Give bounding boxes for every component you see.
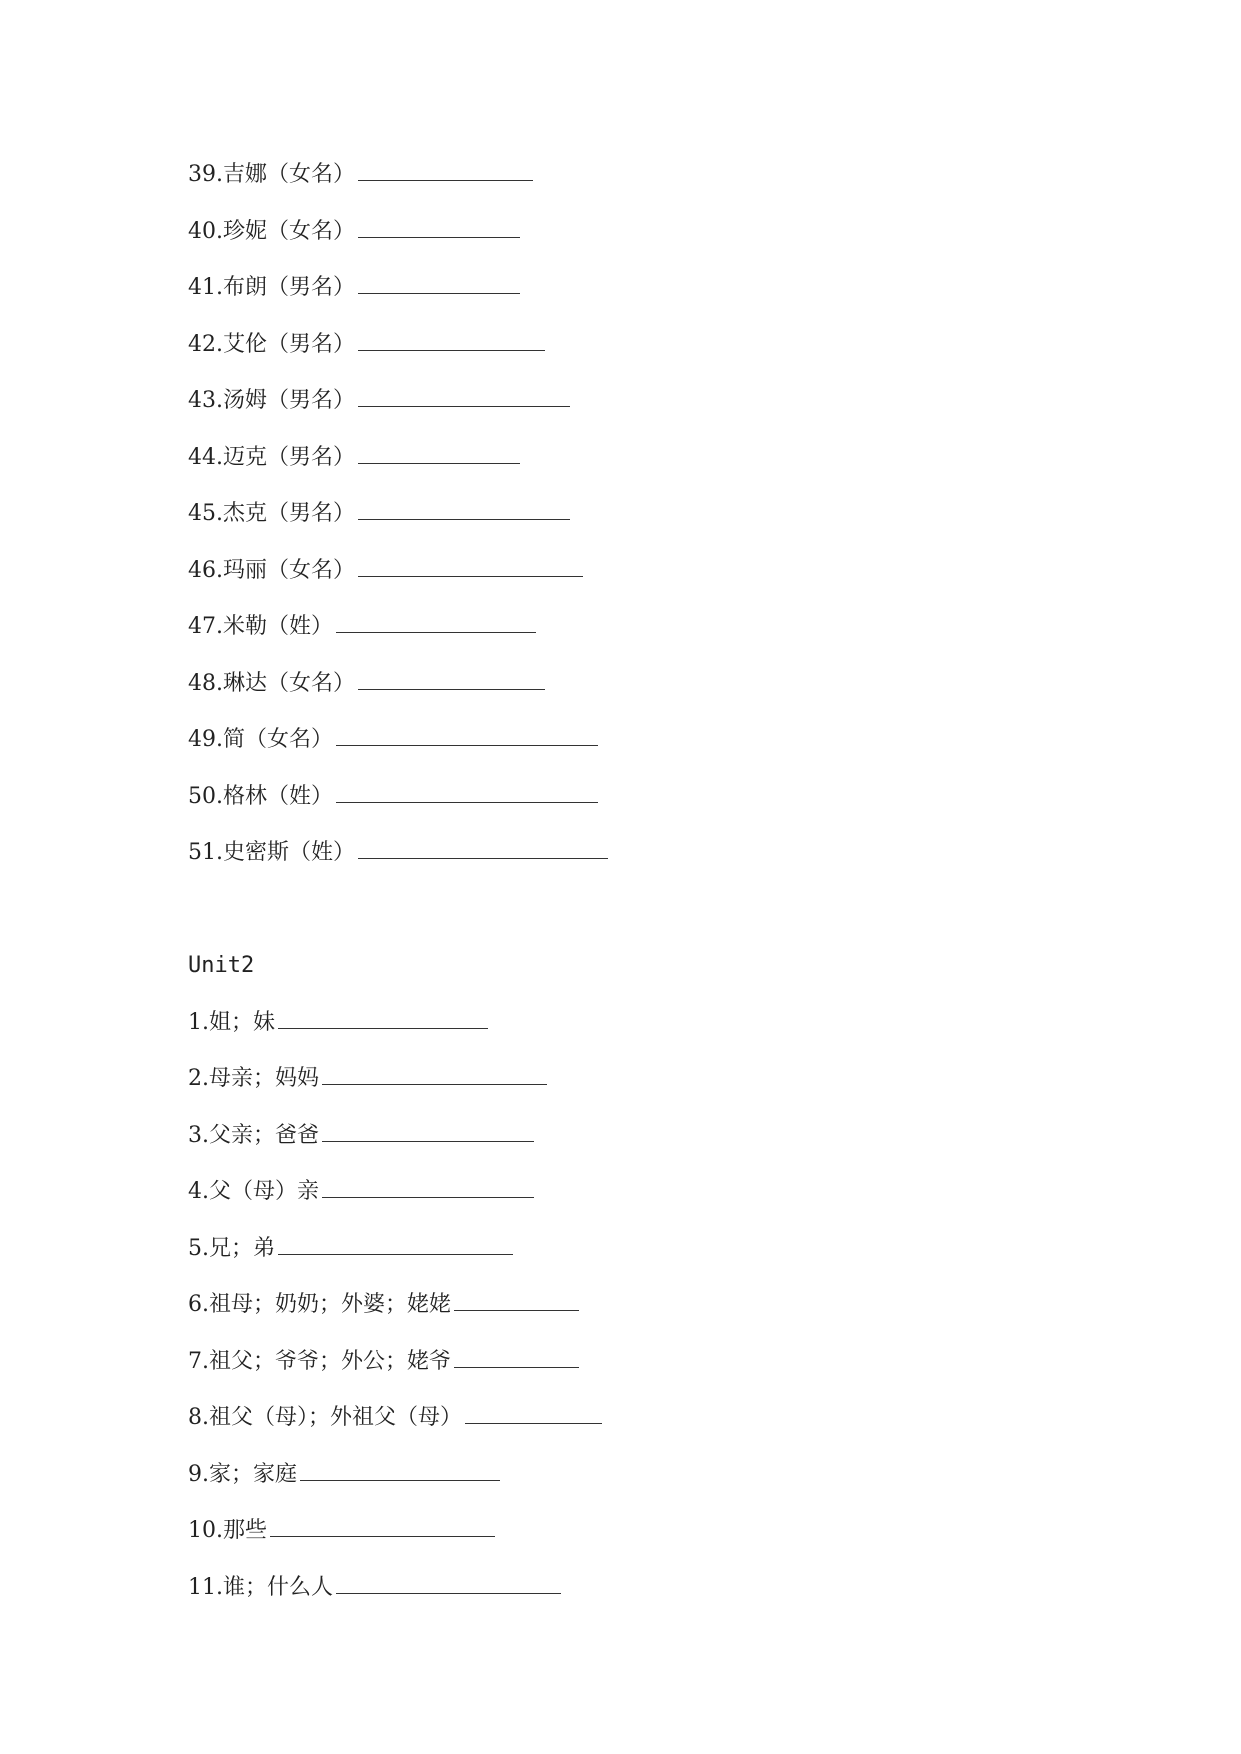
vocab-item bbox=[188, 433, 1088, 490]
vocab-prompt: 11.谁；什么人 bbox=[188, 1574, 333, 1600]
vocab-prompt: 9.家；家庭 bbox=[188, 1461, 297, 1487]
vocab-item bbox=[188, 1506, 1088, 1563]
vocab-prompt: 51.史密斯（姓） bbox=[188, 840, 355, 865]
vocab-prompt: 7.祖父；爷爷；外公；姥爷 bbox=[188, 1348, 451, 1374]
answer-blank[interactable] bbox=[358, 558, 583, 577]
vocab-item bbox=[188, 546, 1088, 603]
answer-blank[interactable] bbox=[270, 1518, 495, 1537]
vocab-item bbox=[188, 1111, 1088, 1168]
answer-blank[interactable] bbox=[358, 840, 608, 859]
vocab-prompt: 4.父（母）亲 bbox=[188, 1179, 319, 1204]
vocab-prompt: 45.杰克（男名） bbox=[188, 501, 355, 526]
answer-blank[interactable] bbox=[322, 1066, 547, 1085]
vocab-item bbox=[188, 1280, 1088, 1337]
vocab-item bbox=[188, 828, 1088, 885]
vocab-item bbox=[188, 715, 1088, 772]
vocab-prompt: 47.米勒（姓） bbox=[188, 614, 333, 639]
answer-blank[interactable] bbox=[300, 1462, 500, 1481]
vocab-prompt: 10.那些 bbox=[188, 1518, 267, 1543]
answer-blank[interactable] bbox=[358, 501, 570, 520]
section-spacer bbox=[188, 885, 1088, 942]
answer-blank[interactable] bbox=[358, 162, 533, 181]
vocab-item bbox=[188, 1337, 1088, 1394]
vocab-item bbox=[188, 602, 1088, 659]
answer-blank[interactable] bbox=[358, 275, 520, 294]
vocab-prompt: 3.父亲；爸爸 bbox=[188, 1122, 319, 1148]
vocab-prompt: 39.吉娜（女名） bbox=[188, 162, 355, 187]
section-heading-unit2: Unit2 bbox=[188, 953, 255, 978]
vocab-item bbox=[188, 1563, 1088, 1620]
vocab-item bbox=[188, 207, 1088, 264]
vocab-prompt: 8.祖父（母）；外祖父（母） bbox=[188, 1405, 462, 1430]
answer-blank[interactable] bbox=[322, 1123, 534, 1142]
vocab-prompt: 48.琳达（女名） bbox=[188, 670, 355, 696]
vocab-prompt: 44.迈克（男名） bbox=[188, 444, 355, 470]
vocab-item bbox=[188, 489, 1088, 546]
vocab-prompt: 40.珍妮（女名） bbox=[188, 218, 355, 244]
answer-blank[interactable] bbox=[465, 1405, 602, 1424]
answer-blank[interactable] bbox=[358, 445, 520, 464]
vocab-prompt: 49.简（女名） bbox=[188, 727, 333, 752]
vocab-item bbox=[188, 376, 1088, 433]
vocab-item bbox=[188, 1054, 1088, 1111]
answer-blank[interactable] bbox=[358, 219, 520, 238]
vocab-item bbox=[188, 998, 1088, 1055]
vocab-prompt: 42.艾伦（男名） bbox=[188, 331, 355, 357]
vocab-item bbox=[188, 659, 1088, 716]
answer-blank[interactable] bbox=[358, 388, 570, 407]
answer-blank[interactable] bbox=[336, 727, 598, 746]
vocab-item bbox=[188, 1224, 1088, 1281]
vocab-list-unit2-family bbox=[188, 998, 1088, 1620]
vocab-item bbox=[188, 320, 1088, 377]
answer-blank[interactable] bbox=[336, 614, 536, 633]
answer-blank[interactable] bbox=[358, 671, 545, 690]
vocab-item bbox=[188, 263, 1088, 320]
answer-blank[interactable] bbox=[278, 1236, 513, 1255]
answer-blank[interactable] bbox=[454, 1292, 579, 1311]
vocab-prompt: 5.兄；弟 bbox=[188, 1235, 275, 1261]
vocab-prompt: 50.格林（姓） bbox=[188, 783, 333, 809]
vocab-prompt: 41.布朗（男名） bbox=[188, 275, 355, 300]
vocab-prompt: 2.母亲；妈妈 bbox=[188, 1066, 319, 1091]
vocab-item bbox=[188, 1393, 1088, 1450]
vocab-item bbox=[188, 1450, 1088, 1507]
vocab-prompt: 46.玛丽（女名） bbox=[188, 557, 355, 583]
vocab-prompt: 6.祖母；奶奶；外婆；姥姥 bbox=[188, 1292, 451, 1317]
vocab-list-unit1-names bbox=[188, 150, 1088, 885]
vocab-prompt: 1.姐；妹 bbox=[188, 1009, 275, 1035]
answer-blank[interactable] bbox=[336, 784, 598, 803]
vocab-item bbox=[188, 150, 1088, 207]
vocab-prompt: 43.汤姆（男名） bbox=[188, 388, 355, 413]
vocab-item bbox=[188, 772, 1088, 829]
answer-blank[interactable] bbox=[322, 1179, 534, 1198]
answer-blank[interactable] bbox=[454, 1349, 579, 1368]
answer-blank[interactable] bbox=[358, 332, 545, 351]
worksheet-page bbox=[188, 150, 1088, 1619]
vocab-item bbox=[188, 1167, 1088, 1224]
answer-blank[interactable] bbox=[278, 1010, 488, 1029]
answer-blank[interactable] bbox=[336, 1575, 561, 1594]
